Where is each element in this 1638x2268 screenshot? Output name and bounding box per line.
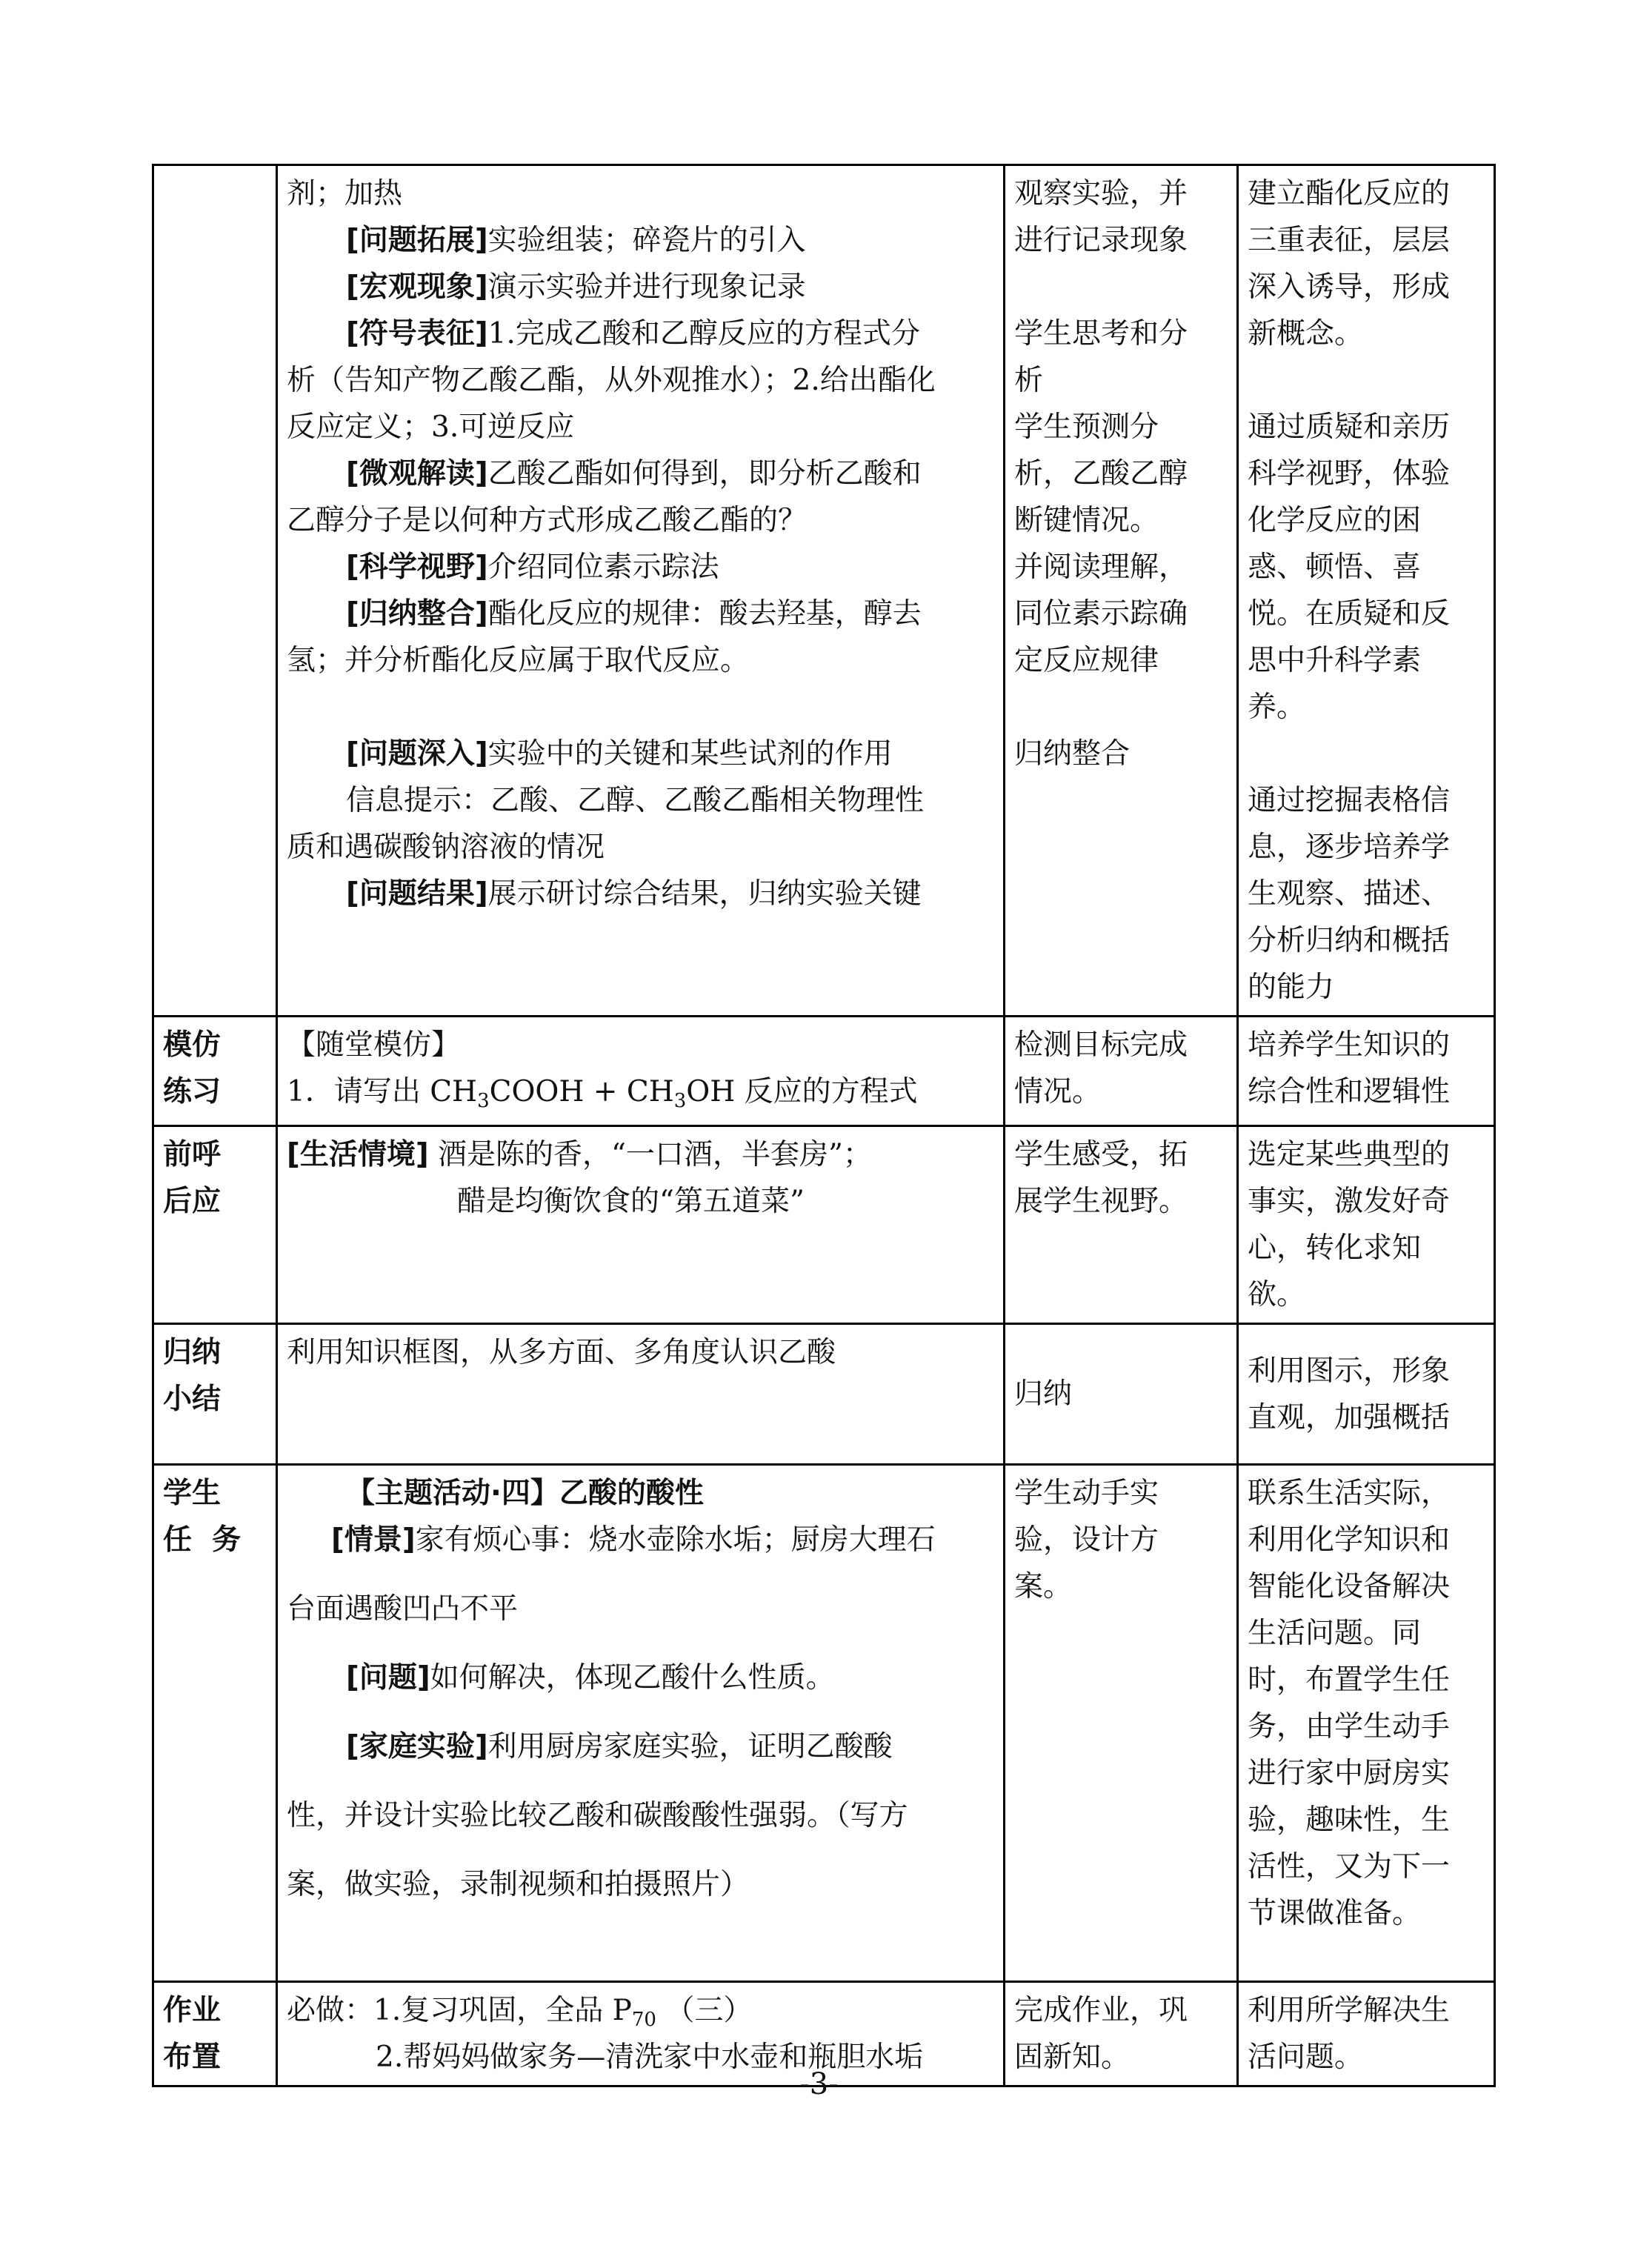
intent-line: 生观察、描述、 — [1248, 877, 1451, 911]
student-line: 学生预测分 — [1014, 410, 1159, 444]
intent-line: 悦。在质疑和反 — [1248, 597, 1451, 631]
activity-line: 氢；并分析酯化反应属于取代反应。 — [287, 644, 750, 677]
intent-line: 息，逐步培养学 — [1248, 831, 1451, 864]
teacher-activity-cell — [277, 1126, 1005, 1324]
lesson-plan-table — [152, 164, 1496, 2087]
design-intent-cell: 选定某些典型的 事实，激发好奇 心，转化求知 欲。 — [1238, 1126, 1495, 1324]
intent-line: 的能力 — [1248, 971, 1335, 1004]
label-student-task: 学生 任 务 — [153, 1465, 277, 1982]
activity-line: 案，做实验，录制视频和拍摄照片） — [287, 1868, 750, 1901]
activity-line: [家庭实验]利用厨房家庭实验，证明乙酸酸 — [346, 1730, 893, 1763]
activity-line: [问题深入]实验中的关键和某些试剂的作用 — [346, 737, 893, 771]
row-echo — [153, 1126, 1495, 1324]
label-echo: 前呼 后应 — [153, 1126, 277, 1324]
intent-line: 建立酯化反应的 — [1248, 177, 1451, 210]
activity-line: 台面遇酸凹凸不平 — [287, 1592, 519, 1626]
student-activity-cell: 学生感受，拓 展学生视野。 — [1005, 1126, 1238, 1324]
intent-line: 通过挖掘表格信 — [1248, 784, 1451, 817]
row-esterification-continued — [153, 165, 1495, 1017]
design-intent-cell: 培养学生知识的 综合性和逻辑性 — [1238, 1017, 1495, 1126]
row-student-task — [153, 1465, 1495, 1982]
student-line: 观察实验，并 — [1014, 177, 1188, 210]
activity-line: 利用知识框图，从多方面、多角度认识乙酸 — [287, 1336, 836, 1369]
label-imitation-practice: 模仿 练习 — [153, 1017, 277, 1126]
student-activity-cell: 检测目标完成 情况。 — [1005, 1017, 1238, 1126]
student-line: 归纳整合 — [1014, 737, 1131, 771]
student-activity-cell: 归纳 — [1005, 1324, 1238, 1465]
activity-line: 析（告知产物乙酸乙酯，从外观推水）；2.给出酯化 — [287, 364, 936, 397]
design-intent-cell: 利用图示，形象 直观，加强概括 — [1238, 1324, 1495, 1465]
student-activity-cell — [1005, 165, 1238, 1017]
theme-activity-title: 【主题活动·四】乙酸的酸性 — [346, 1477, 704, 1510]
teacher-activity-cell — [277, 165, 1005, 1017]
design-intent-cell: 联系生活实际， 利用化学知识和 智能化设备解决 生活问题。同 时，布置学生任 务，由学生动手 进行家中厨房实 验，趣味性，生 活性，又为下一 节课做准备。 — [1238, 1465, 1495, 1982]
activity-line: 乙醇分子是以何种方式形成乙酸乙酯的？ — [287, 504, 808, 537]
student-line: 断键情况。 — [1014, 504, 1159, 537]
label-cell-empty — [153, 165, 277, 1017]
intent-line: 思中升科学素 — [1248, 644, 1422, 677]
design-intent-cell: 利用所学解决生 活问题。 — [1238, 1982, 1495, 2086]
activity-line: 反应定义；3.可逆反应 — [287, 410, 575, 444]
row-imitation-practice — [153, 1017, 1495, 1126]
activity-line: 质和遇碳酸钠溶液的情况 — [287, 831, 605, 864]
student-line: 进行记录现象 — [1014, 224, 1188, 257]
label-summary: 归纳 小结 — [153, 1324, 277, 1465]
student-line: 析 — [1014, 364, 1044, 397]
student-line: 同位素示踪确 — [1014, 597, 1188, 631]
intent-line: 通过质疑和亲历 — [1248, 410, 1451, 444]
student-activity-cell: 学生动手实 验，设计方 案。 — [1005, 1465, 1238, 1982]
homework-line: 必做：1.复习巩固，全品 $P_{70}$ （三） — [287, 1994, 753, 2031]
intent-line: 三重表征，层层 — [1248, 224, 1451, 257]
intent-line: 养。 — [1248, 691, 1306, 724]
student-line: 析，乙酸乙醇 — [1014, 457, 1188, 490]
intent-line: 深入诱导，形成 — [1248, 270, 1451, 304]
activity-line: [情景]家有烦心事：烧水壶除水垢；厨房大理石 — [331, 1523, 936, 1557]
label-homework: 作业 布置 — [153, 1982, 277, 2086]
intent-line: 新概念。 — [1248, 317, 1364, 350]
activity-line: 性，并设计实验比较乙酸和碳酸酸性强弱。（写方 — [287, 1799, 908, 1832]
activity-line: 剂；加热 — [287, 177, 403, 210]
homework-line: 2.帮妈妈做家务—清洗家中水壶和瓶胆水垢 — [376, 2041, 924, 2074]
activity-line: 信息提示：乙酸、乙醇、乙酸乙酯相关物理性 — [346, 784, 925, 817]
student-line: 定反应规律 — [1014, 644, 1159, 677]
activity-line: [科学视野]介绍同位素示踪法 — [346, 551, 719, 584]
intent-line: 分析归纳和概括 — [1248, 924, 1451, 957]
activity-line: [归纳整合]酯化反应的规律：酸去羟基，醇去 — [346, 597, 922, 631]
teacher-activity-cell — [277, 1324, 1005, 1465]
activity-line: [符号表征]1.完成乙酸和乙醇反应的方程式分 — [346, 317, 920, 350]
activity-line: [问题结果]展示研讨综合结果，归纳实验关键 — [346, 877, 922, 911]
activity-line: [问题拓展]实验组装；碎瓷片的引入 — [346, 224, 806, 257]
page-number: -3- — [799, 2067, 839, 2101]
activity-line: [生活情境] 酒是陈的香，“一口酒，半套房”； — [287, 1138, 872, 1171]
student-activity-cell: 完成作业，巩 固新知。 — [1005, 1982, 1238, 2086]
activity-line: 醋是均衡饮食的“第五道菜” — [457, 1185, 805, 1218]
row-summary — [153, 1324, 1495, 1465]
intent-line: 科学视野，体验 — [1248, 457, 1451, 490]
activity-line: 【随堂模仿】 — [287, 1028, 461, 1062]
intent-line: 惑、顿悟、喜 — [1248, 551, 1422, 584]
intent-line: 化学反应的困 — [1248, 504, 1422, 537]
activity-line: [微观解读]乙酸乙酯如何得到，即分析乙酸和 — [346, 457, 922, 490]
activity-line: [问题]如何解决，体现乙酸什么性质。 — [346, 1661, 835, 1695]
teacher-activity-cell — [277, 1465, 1005, 1982]
student-line: 学生思考和分 — [1014, 317, 1188, 350]
equation-prompt: 1．请写出 $CH_3COOH + CH_3OH$ 反应的方程式 — [287, 1075, 918, 1112]
activity-line: [宏观现象]演示实验并进行现象记录 — [346, 270, 806, 304]
teacher-activity-cell — [277, 1017, 1005, 1126]
design-intent-cell — [1238, 165, 1495, 1017]
student-line: 并阅读理解， — [1014, 551, 1188, 584]
